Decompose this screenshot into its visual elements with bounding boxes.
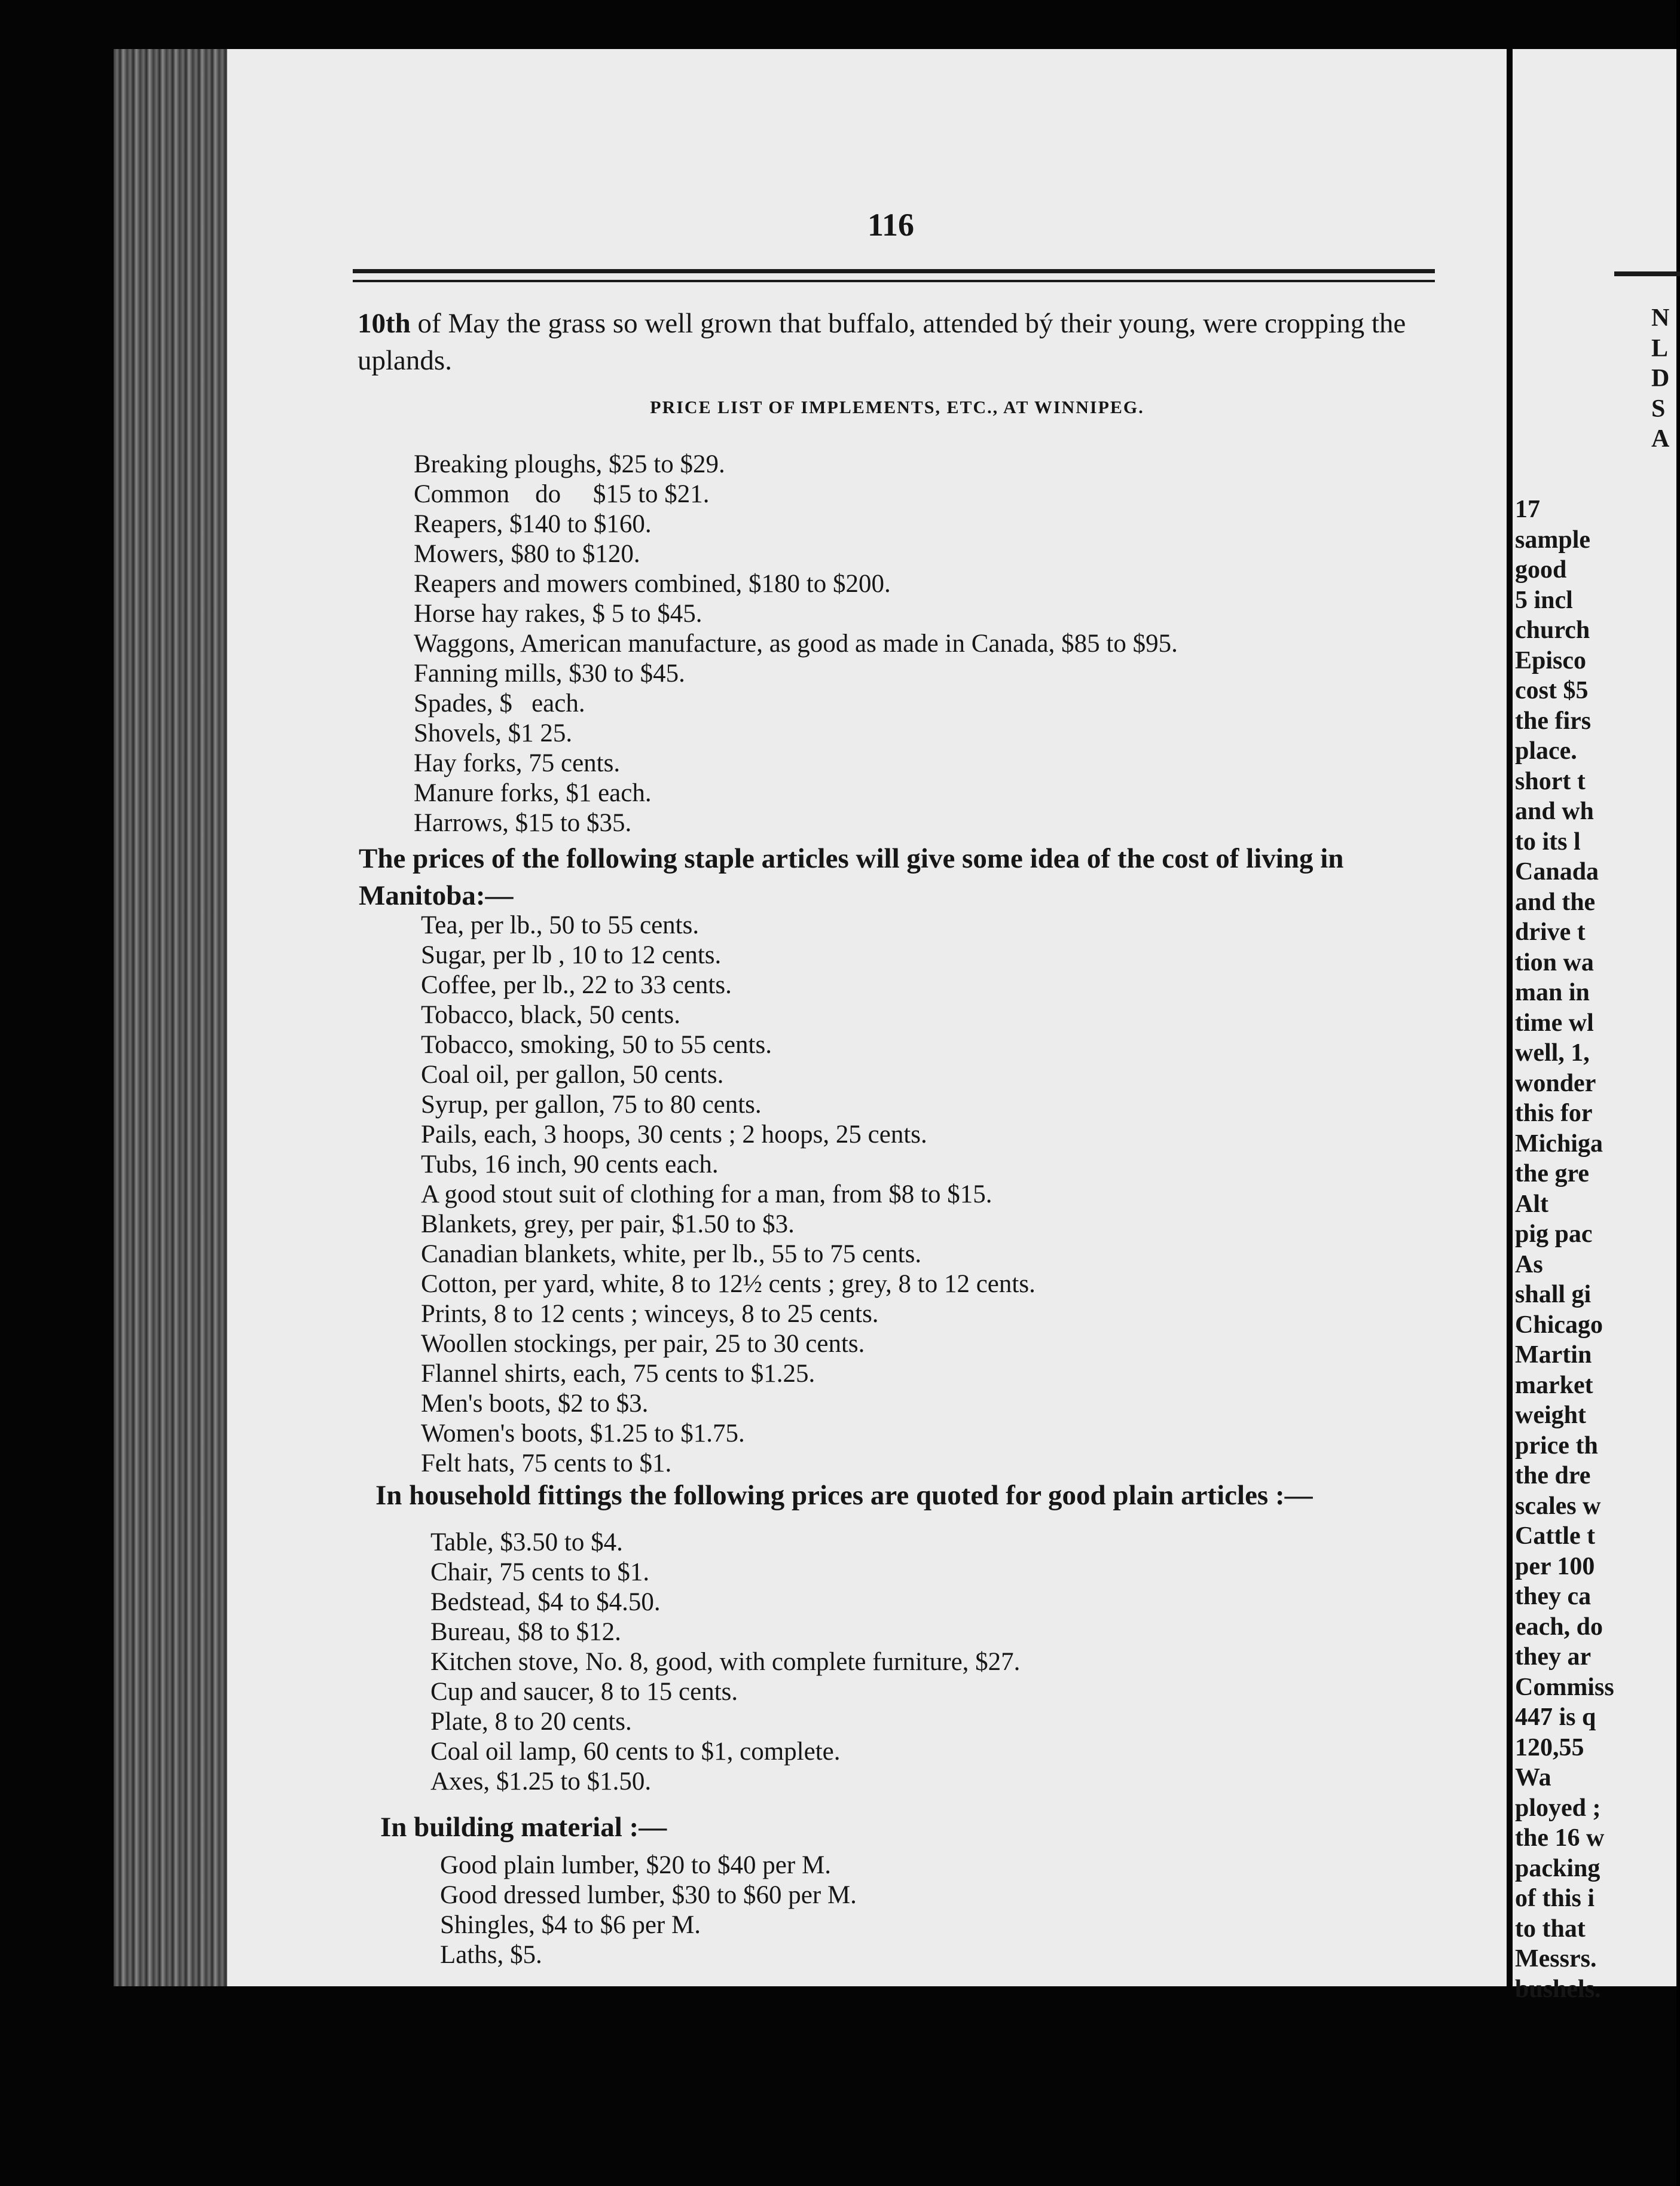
list-item: Laths, $5. bbox=[440, 1941, 542, 1969]
list-item: Men's boots, $2 to $3. bbox=[421, 1390, 649, 1418]
list-item: Reapers and mowers combined, $180 to $200. bbox=[414, 570, 891, 598]
list-item: drive t bbox=[1515, 918, 1586, 946]
list-item: well, 1, bbox=[1515, 1039, 1590, 1067]
list-item: Mowers, $80 to $120. bbox=[414, 540, 640, 568]
list-item: weight bbox=[1515, 1402, 1586, 1429]
list-item: shall gi bbox=[1515, 1281, 1592, 1308]
intro-text: of May the grass so well grown that buffalo, attended bý their young, were cropping the uplands. bbox=[358, 308, 1406, 376]
list-item: Felt hats, 75 cents to $1. bbox=[421, 1449, 672, 1477]
list-item: Episco bbox=[1515, 646, 1587, 674]
building-list bbox=[440, 1851, 857, 1970]
list-item: Shovels, $1 25. bbox=[414, 719, 573, 747]
header-rule-thick bbox=[353, 269, 1435, 273]
list-item: Axes, $1.25 to $1.50. bbox=[430, 1767, 652, 1796]
page-number: 116 bbox=[867, 207, 915, 243]
list-item: the firs bbox=[1515, 707, 1592, 735]
list-item: A bbox=[1651, 425, 1670, 453]
list-item: Good plain lumber, $20 to $40 per M. bbox=[440, 1851, 831, 1879]
list-item: L bbox=[1651, 334, 1669, 362]
list-item: Cup and saucer, 8 to 15 cents. bbox=[430, 1678, 738, 1706]
staples-list bbox=[421, 911, 1036, 1479]
list-item: Cattle t bbox=[1515, 1522, 1596, 1550]
facing-page bbox=[1513, 49, 1676, 2003]
list-item: Tea, per lb., 50 to 55 cents. bbox=[421, 911, 700, 939]
list-item: wonder bbox=[1515, 1069, 1596, 1097]
list-item: short t bbox=[1515, 767, 1586, 795]
list-item: the dre bbox=[1515, 1462, 1591, 1489]
list-item: this for bbox=[1515, 1100, 1593, 1127]
household-list bbox=[430, 1528, 1020, 1797]
list-item: Harrows, $15 to $35. bbox=[414, 809, 632, 837]
list-item: Blankets, grey, per pair, $1.50 to $3. bbox=[421, 1210, 795, 1238]
list-item: Messrs. bbox=[1515, 1945, 1597, 1973]
list-item: As bbox=[1515, 1250, 1543, 1278]
list-item: Manure forks, $1 each. bbox=[414, 779, 652, 807]
list-item: market bbox=[1515, 1371, 1593, 1399]
list-item: of this i bbox=[1515, 1885, 1595, 1912]
list-item: and wh bbox=[1515, 798, 1594, 825]
list-item: cost $5 bbox=[1515, 677, 1589, 704]
list-item: Prints, 8 to 12 cents ; winceys, 8 to 25 cents. bbox=[421, 1300, 879, 1328]
building-intro: In building material :— bbox=[380, 1812, 667, 1843]
list-item: Flannel shirts, each, 75 cents to $1.25. bbox=[421, 1360, 815, 1388]
list-item: they ar bbox=[1515, 1643, 1592, 1671]
list-item: the 16 w bbox=[1515, 1824, 1605, 1852]
list-item: Reapers, $140 to $160. bbox=[414, 510, 652, 538]
list-item: place. bbox=[1515, 737, 1577, 765]
intro-paragraph bbox=[358, 305, 1437, 379]
list-item: N bbox=[1651, 304, 1670, 332]
list-item: Pails, each, 3 hoops, 30 cents ; 2 hoops, 25 cents. bbox=[421, 1121, 927, 1149]
list-item: the gre bbox=[1515, 1160, 1590, 1187]
list-item: tion wa bbox=[1515, 948, 1594, 976]
list-item: they ca bbox=[1515, 1583, 1592, 1610]
list-item: Plate, 8 to 20 cents. bbox=[430, 1708, 632, 1736]
list-item: Tobacco, black, 50 cents. bbox=[421, 1001, 680, 1029]
list-item: pig pac bbox=[1515, 1220, 1593, 1248]
list-item: scales w bbox=[1515, 1492, 1601, 1520]
facing-page-top-fragments bbox=[1651, 303, 1669, 454]
list-item: Commiss bbox=[1515, 1673, 1614, 1701]
list-item: 447 is q bbox=[1515, 1703, 1596, 1731]
list-item: bushels. bbox=[1515, 1975, 1601, 2003]
list-item: Breaking ploughs, $25 to $29. bbox=[414, 450, 725, 478]
list-item: Coal oil, per gallon, 50 cents. bbox=[421, 1061, 724, 1089]
list-item: D bbox=[1651, 365, 1670, 392]
list-item: Tobacco, smoking, 50 to 55 cents. bbox=[421, 1031, 772, 1059]
list-item: Bedstead, $4 to $4.50. bbox=[430, 1588, 661, 1616]
list-item: price th bbox=[1515, 1431, 1598, 1460]
list-item: Waggons, American manufacture, as good as made in Canada, $85 to $95. bbox=[414, 630, 1178, 658]
implements-list bbox=[414, 450, 1178, 838]
list-item: Martin bbox=[1515, 1341, 1592, 1369]
list-item: Canada bbox=[1515, 858, 1599, 886]
list-item: Michiga bbox=[1515, 1129, 1603, 1158]
household-intro: In household fittings the following prices are quoted for good plain articles :— bbox=[375, 1480, 1313, 1511]
list-item: Alt bbox=[1515, 1190, 1548, 1218]
list-item: Horse hay rakes, $ 5 to $45. bbox=[414, 600, 702, 628]
list-item: to its l bbox=[1515, 828, 1581, 856]
list-item: S bbox=[1651, 395, 1666, 423]
list-item: Common do $15 to $21. bbox=[414, 480, 710, 508]
list-item: Spades, $ each. bbox=[414, 689, 585, 718]
intro-lead: 10th bbox=[358, 308, 411, 339]
section-heading: PRICE LIST OF IMPLEMENTS, ETC., AT WINNIPEG. bbox=[650, 398, 1144, 417]
header-rule-thin bbox=[353, 280, 1435, 282]
list-item: each, do bbox=[1515, 1613, 1603, 1641]
list-item: Hay forks, 75 cents. bbox=[414, 749, 621, 777]
book-page-edges bbox=[114, 49, 245, 1986]
list-item: 17 bbox=[1515, 496, 1540, 523]
list-item: Syrup, per gallon, 75 to 80 cents. bbox=[421, 1091, 762, 1119]
list-item: per 100 bbox=[1515, 1552, 1595, 1580]
list-item: Woollen stockings, per pair, 25 to 30 cents. bbox=[421, 1330, 865, 1358]
list-item: Sugar, per lb , 10 to 12 cents. bbox=[421, 941, 722, 969]
list-item: Kitchen stove, No. 8, good, with complete furniture, $27. bbox=[430, 1648, 1021, 1676]
list-item: 5 incl bbox=[1515, 586, 1573, 614]
list-item: Chicago bbox=[1515, 1311, 1603, 1339]
list-item: Wa bbox=[1515, 1764, 1551, 1791]
list-item: Fanning mills, $30 to $45. bbox=[414, 660, 685, 688]
list-item: Bureau, $8 to $12. bbox=[430, 1618, 621, 1646]
list-item: Canadian blankets, white, per lb., 55 to 75 cents. bbox=[421, 1240, 922, 1268]
facing-page-rule bbox=[1614, 271, 1680, 276]
list-item: Good dressed lumber, $30 to $60 per M. bbox=[440, 1881, 857, 1909]
list-item: A good stout suit of clothing for a man, from $8 to $15. bbox=[421, 1180, 992, 1208]
list-item: church bbox=[1515, 616, 1590, 644]
list-item: ployed ; bbox=[1515, 1794, 1601, 1822]
list-item: Chair, 75 cents to $1. bbox=[430, 1558, 650, 1586]
list-item: Tubs, 16 inch, 90 cents each. bbox=[421, 1150, 719, 1179]
list-item: 120,55 bbox=[1515, 1733, 1584, 1761]
list-item: Women's boots, $1.25 to $1.75. bbox=[421, 1419, 745, 1448]
list-item: Coffee, per lb., 22 to 33 cents. bbox=[421, 971, 732, 999]
list-item: and the bbox=[1515, 888, 1596, 916]
list-item: packing bbox=[1515, 1854, 1600, 1882]
list-item: good bbox=[1515, 556, 1567, 584]
list-item: man in bbox=[1515, 979, 1590, 1006]
list-item: Table, $3.50 to $4. bbox=[430, 1528, 623, 1556]
list-item: time wl bbox=[1515, 1009, 1594, 1037]
staples-intro: The prices of the following staple articles will give some idea of the cost of living in Manitoba:— bbox=[359, 843, 1344, 911]
list-item: Coal oil lamp, 60 cents to $1, complete. bbox=[430, 1738, 841, 1766]
list-item: Shingles, $4 to $6 per M. bbox=[440, 1911, 701, 1939]
list-item: Cotton, per yard, white, 8 to 12½ cents ; grey, 8 to 12 cents. bbox=[421, 1270, 1036, 1298]
list-item: to that bbox=[1515, 1915, 1586, 1943]
list-item: sample bbox=[1515, 526, 1590, 554]
facing-page-fragments bbox=[1515, 494, 1614, 2004]
